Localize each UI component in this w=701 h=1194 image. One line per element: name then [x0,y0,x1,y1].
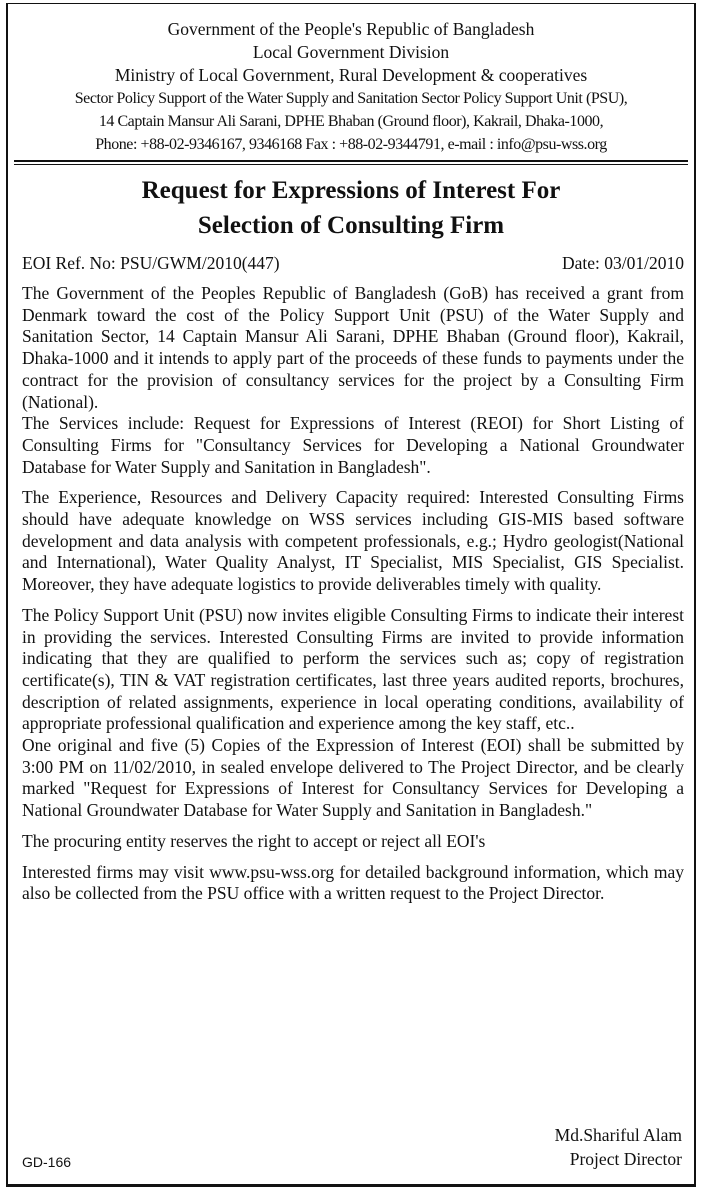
notice-body [22,283,684,905]
header-government: Government of the People's Republic of Bangladesh [167,19,535,39]
paragraph-more-info: Interested firms may visit www.psu-wss.org for detailed background information, which may also be collected from the PSU office with a written request to the Project Director. [22,861,684,904]
header-unit: Sector Policy Support of the Water Supply and Sanitation Sector Policy Support Unit (PSU), [74,90,628,107]
eoi-ref-number: EOI Ref. No: PSU/GWM/2010(447) [22,253,280,273]
notice-date: Date: 03/01/2010 [562,253,684,273]
title-line-2: Selection of Consulting Firm [197,212,505,239]
reference-line [22,252,684,274]
notice-title [8,173,694,243]
paragraph-services: The Services include: Request for Expressions of Interest (REOI) for Short Listing of Consulting Firms for "Consultancy Services for Developing a National Groundwater Database for Water Supply and Sanitation in Bangladesh". [22,413,684,477]
paragraph-experience: The Experience, Resources and Delivery Capacity required: Interested Consulting Firms should have adequate knowledge on WSS services including GIS-MIS based software development and data analysis with competent professionals, e.g.; Hydro geologist(National and International), Water Quality Analyst, IT Specialist, MIS Specialist, GIS Specialist. Moreover, they have adequate logistics to provide deliverables timely with quality. [22,487,684,595]
header-address: 14 Captain Mansur Ali Sarani, DPHE Bhaban (Ground floor), Kakrail, Dhaka-1000, [98,113,604,130]
paragraph-grant: The Government of the Peoples Republic of Bangladesh (GoB) has received a grant from Denmark toward the cost of the Policy Support Unit (PSU) of the Water Supply and Sanitation Sector, 14 Captain Mansur Ali Sarani, DPHE Bhaban (Ground floor), Kakrail, Dhaka-1000 and it intends to apply part of the proceeds of these funds to payments under the contract for the provision of consultancy services for the project by a Consulting Firm (National). [22,283,684,412]
paragraph-rights: The procuring entity reserves the right to accept or reject all EOI's [22,830,486,851]
signature-block [555,1123,682,1171]
header-contact: Phone: +88-02-9346167, 9346168 Fax : +88-02-9344791, e-mail : info@psu-wss.org [95,136,607,153]
header-division: Local Government Division [252,42,450,62]
title-line-1: Request for Expressions of Interest For [141,177,561,204]
signatory-designation: Project Director [569,1149,682,1169]
header-divider [14,160,688,165]
ad-code: GD-166 [22,1154,72,1170]
paragraph-submission: One original and five (5) Copies of the Expression of Interest (EOI) shall be submitted by 3:00 PM on 11/02/2010, in sealed envelope delivered to The Project Director, and be clearly marked "Request for Expressions of Interest for Consultancy Services for Developing a National Groundwater Database for Water Supply and Sanitation in Bangladesh." [22,735,684,821]
eoi-notice [6,3,696,1187]
paragraph-invitation: The Policy Support Unit (PSU) now invites eligible Consulting Firms to indicate their interest in providing the services. Interested Consulting Firms are invited to provide information indicating that they are qualified to perform the services such as; copy of registration certificate(s), TIN & VAT registration certificates, last three years audited reports, brochures, description of related assignments, experience in local operating conditions, availability of appropriate professional qualification and experience among the key staff, etc.. [22,604,684,734]
signatory-name: Md.Shariful Alam [554,1125,682,1145]
issuer-header [8,4,694,156]
header-ministry: Ministry of Local Government, Rural Development & cooperatives [114,65,588,85]
